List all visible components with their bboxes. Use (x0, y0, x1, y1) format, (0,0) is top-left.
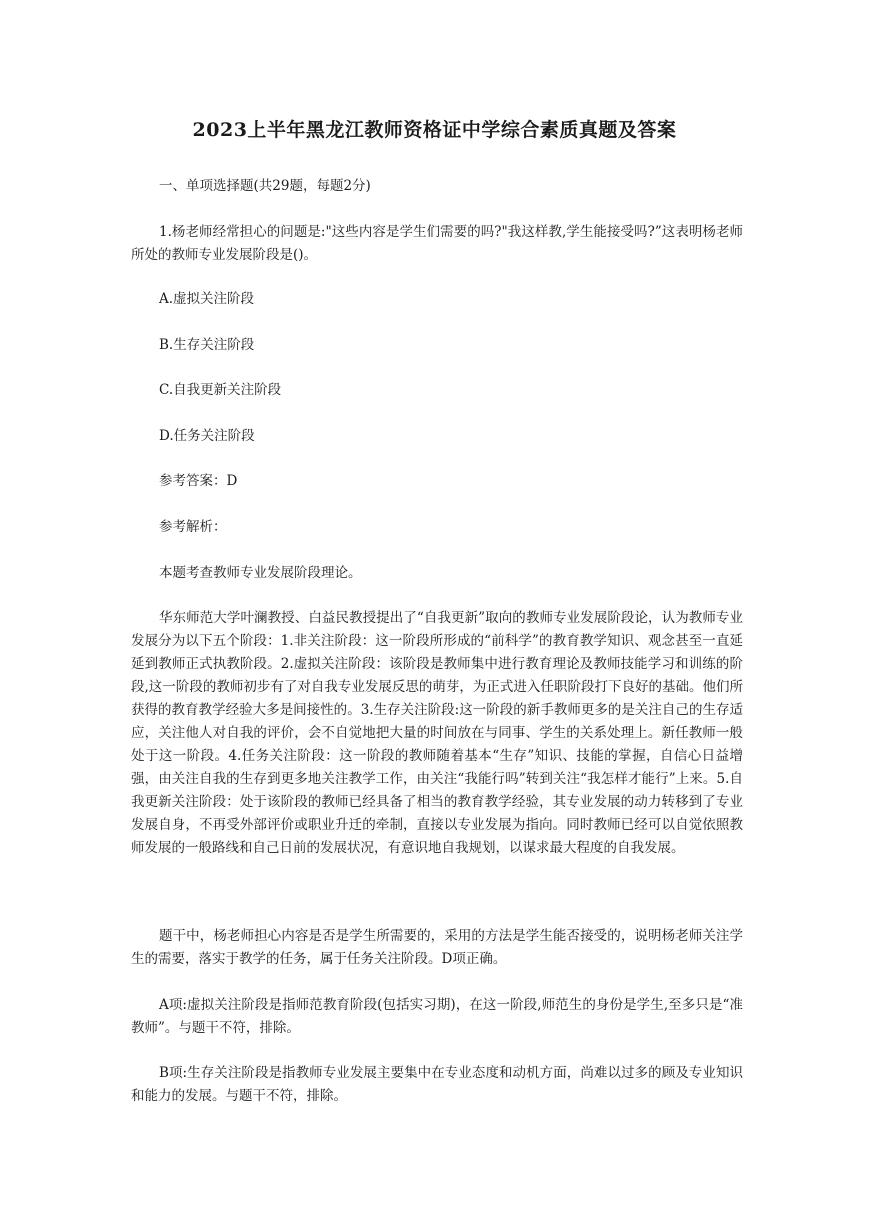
option-b-explanation: B项:生存关注阶段是指教师专业发展主要集中在专业态度和动机方面，尚难以过多的顾及专业知识和能力的发展。与题干不符，排除。 (131, 1065, 743, 1104)
question-stem: 1.杨老师经常担心的问题是:"这些内容是学生们需要的吗?"我这样教,学生能接受吗?”这表明杨老师所处的教师专业发展阶段是()。 (131, 224, 743, 263)
answer-line: 参考答案：D (159, 473, 238, 489)
option-c: C.自我更新关注阶段 (159, 382, 282, 398)
document-title: 2023上半年黑龙江教师资格证中学综合素质真题及答案 (192, 119, 677, 141)
theory-paragraph: 华东师范大学叶澜教授、白益民教授提出了“自我更新”取向的教师专业发展阶段论，认为教师专业发展分为以下五个阶段：1.非关注阶段：这一阶段所形成的“前科学”的教育教学知识、观念甚至一直延延到教师正式执教阶段。2.虚拟关注阶段：该阶段是教师集中进行教育理论及教师技能学习和训练的阶段,这一阶段的教师初步有了对自我专业发展反思的萌芽，为正式进入任职阶段打下良好的基础。他们所获得的教育教学经验大多是间接性的。3.生存关注阶段:这一阶段的新手教师更多的是关注自己的生存适应，关注他人对自我的评价，会不自觉地把大量的时间放在与同事、学生的关系处理上。新任教师一般处于这一阶段。4.任务关注阶段：这一阶段的教师随着基本“生存”知识、技能的掌握，自信心日益增强，由关注自我的生存到更多地关注教学工作，由关注“我能行吗”转到关注“我怎样才能行”上来。5.自我更新关注阶段：处于该阶段的教师已经具备了相当的教育教学经验，其专业发展的动力转移到了专业发展自身，不再受外部评价或职业升迁的牵制，直接以专业发展为指向。同时教师已经可以自觉依照教师发展的一般路线和自己日前的发展状况，有意识地自我规划，以谋求最大程度的自我发展。 (131, 610, 743, 856)
analysis-intro: 本题考查教师专业发展阶段理论。 (159, 565, 362, 581)
analysis-label: 参考解析： (159, 519, 227, 535)
conclusion-paragraph: 题干中，杨老师担心内容是否是学生所需要的，采用的方法是学生能否接受的，说明杨老师关注学生的需要，落实于教学的任务，属于任务关注阶段。D项正确。 (131, 928, 743, 967)
option-a: A.虚拟关注阶段 (159, 291, 255, 307)
option-b: B.生存关注阶段 (159, 337, 255, 353)
option-d: D.任务关注阶段 (159, 428, 255, 444)
option-a-explanation: A项:虚拟关注阶段是指师范教育阶段(包括实习期)，在这一阶段,师范生的身份是学生,至多只是“准教师”。与题干不符，排除。 (131, 997, 743, 1036)
section-heading: 一、单项选择题(共29题，每题2分) (159, 178, 371, 194)
